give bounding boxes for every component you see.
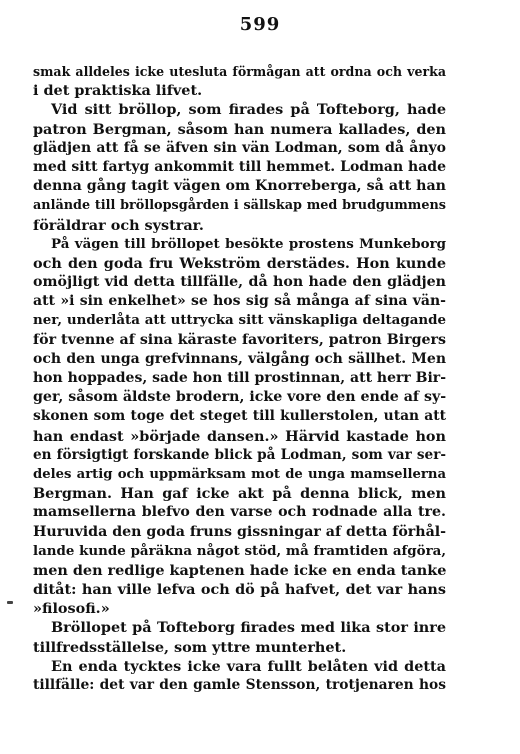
text-line: men den redlige kaptenen hade icke en enda tanke xyxy=(33,561,447,579)
text-line: tillfälle: det var den gamle Stensson, trotjenaren hos xyxy=(33,677,446,693)
margin-mark xyxy=(7,601,13,604)
text-line: smak alldeles icke utesluta förmågan att ordna och verka xyxy=(33,64,446,79)
text-line: Vid sitt bröllop, som firades på Tofteborg, hade xyxy=(51,101,446,119)
text-line: deles artig och uppmärksam mot de unga mamsellerna xyxy=(33,466,446,482)
text-line: hon hoppades, sade hon till prostinnan, att herr Bir- xyxy=(33,370,446,386)
text-line: ger, såsom äldste brodern, icke vore den ende af sy- xyxy=(33,389,447,406)
text-line: En enda tycktes icke vara fullt belåten vid detta xyxy=(51,657,446,675)
text-line: lande kunde påräkna något stöd, må framtiden afgöra, xyxy=(33,542,446,559)
text-line: denna gång tagit vägen om Knorreberga, så att han xyxy=(33,178,446,195)
text-line: skonen som toge det steget till kullerstolen, utan att xyxy=(33,408,446,425)
text-line: föräldrar och systrar. xyxy=(33,216,204,234)
text-line: »filosofi.» xyxy=(33,600,110,618)
text-line: med sitt fartyg ankommit till hemmet. Lodman hade xyxy=(33,158,446,175)
text-line: en försigtigt forskande blick på Lodman, som var ser- xyxy=(33,446,446,463)
body-text xyxy=(33,62,446,695)
text-line: tillfredsställelse, som yttre munterhet. xyxy=(33,638,347,656)
page-number: 599 xyxy=(239,14,281,35)
text-line: mamsellerna blefvo den varse och rodnade alla tre. xyxy=(33,504,446,521)
text-line: Bröllopet på Tofteborg firades med lika stor inre xyxy=(51,619,446,637)
text-line: att »i sin enkelhet» se hos sig så många af sina vän- xyxy=(33,293,446,310)
text-line: Huruvida den goda fruns gissningar af detta förhål- xyxy=(33,523,447,540)
text-line: och den goda fru Wekström derstädes. Hon kunde xyxy=(33,254,446,272)
text-line: och den unga grefvinnans, välgång och sällhet. Men xyxy=(33,350,446,367)
text-line: glädjen att få se äfven sin vän Lodman, som då ånyo xyxy=(33,139,446,156)
text-line: han endast »började dansen.» Härvid kastade hon xyxy=(33,427,446,445)
text-line: omöjligt vid detta tillfälle, då hon hade den glädjen xyxy=(33,274,446,291)
text-line: patron Bergman, såsom han numera kallades, den xyxy=(33,120,446,138)
text-line: Bergman. Han gaf icke akt på denna blick, men xyxy=(33,485,446,503)
text-line: ditåt: han ville lefva och dö på hafvet, det var hans xyxy=(33,581,446,599)
text-line: På vägen till bröllopet besökte prostens Munkeborg xyxy=(51,235,446,252)
text-line: anlände till bröllopsgården i sällskap med brudgummens xyxy=(33,198,446,214)
text-line: i det praktiska lifvet. xyxy=(33,82,203,100)
text-line: för tvenne af sina käraste favoriters, patron Birgers xyxy=(33,331,446,348)
text-line: ner, underlåta att uttrycka sitt vänskapliga deltagande xyxy=(33,312,446,329)
